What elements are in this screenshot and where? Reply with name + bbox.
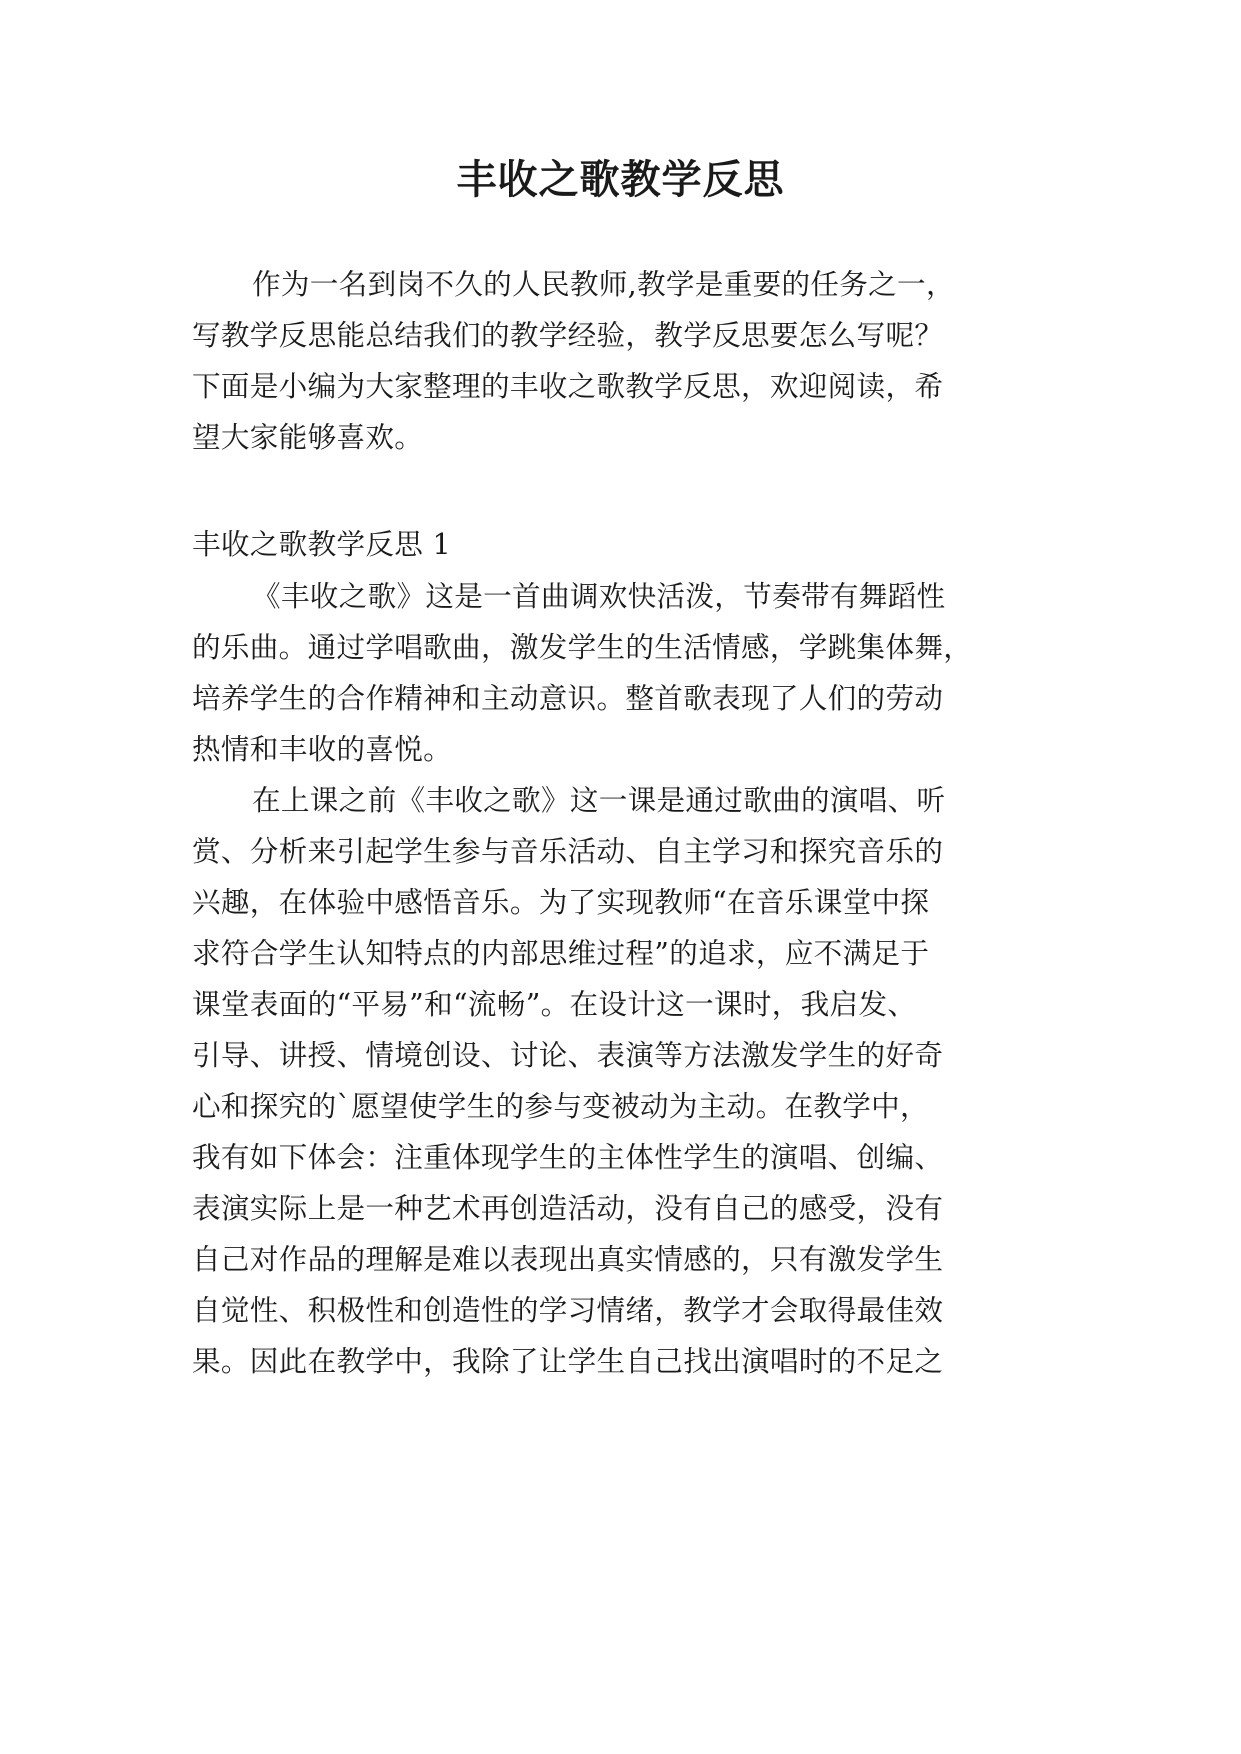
intro-line-2: 写教学反思能总结我们的教学经验，教学反思要怎么写呢？ [192,318,944,352]
document-title: 丰收之歌教学反思 [456,157,785,203]
para2-line-1: 在上课之前《丰收之歌》这一课是通过歌曲的演唱、听 [252,783,946,817]
para2-line-12: 果。因此在教学中，我除了让学生自己找出演唱时的不足之 [192,1344,944,1378]
para1-line-4: 热情和丰收的喜悦。 [192,732,453,766]
para2-line-3: 兴趣，在体验中感悟音乐。为了实现教师“在音乐课堂中探 [192,885,930,919]
intro-line-3: 下面是小编为大家整理的丰收之歌教学反思，欢迎阅读，希 [192,369,944,403]
para2-line-8: 我有如下体会：注重体现学生的主体性学生的演唱、创编、 [192,1140,944,1174]
para2-line-2: 赏、分析来引起学生参与音乐活动、自主学习和探究音乐的 [192,834,944,868]
para2-line-6: 引导、讲授、情境创设、讨论、表演等方法激发学生的好奇 [192,1038,944,1072]
para2-line-4: 求符合学生认知特点的内部思维过程”的追求，应不满足于 [192,936,930,970]
para2-line-7: 心和探究的`愿望使学生的参与变被动为主动。在教学中， [192,1089,929,1123]
para2-line-10: 自己对作品的理解是难以表现出真实情感的，只有激发学生 [192,1242,944,1276]
para2-line-5: 课堂表面的“平易”和“流畅”。在设计这一课时，我启发、 [192,987,917,1021]
para1-line-2: 的乐曲。通过学唱歌曲，激发学生的生活情感，学跳集体舞， [192,630,973,664]
para2-line-9: 表演实际上是一种艺术再创造活动，没有自己的感受，没有 [192,1191,944,1225]
section-heading: 丰收之歌教学反思 1 [192,527,452,561]
para2-line-11: 自觉性、积极性和创造性的学习情绪，教学才会取得最佳效 [192,1293,944,1327]
intro-line-4: 望大家能够喜欢。 [192,420,424,454]
para1-line-3: 培养学生的合作精神和主动意识。整首歌表现了人们的劳动 [192,681,944,715]
intro-line-1: 作为一名到岗不久的人民教师,教学是重要的任务之一， [252,267,955,301]
para1-line-1: 《丰收之歌》这是一首曲调欢快活泼，节奏带有舞蹈性 [252,579,946,613]
